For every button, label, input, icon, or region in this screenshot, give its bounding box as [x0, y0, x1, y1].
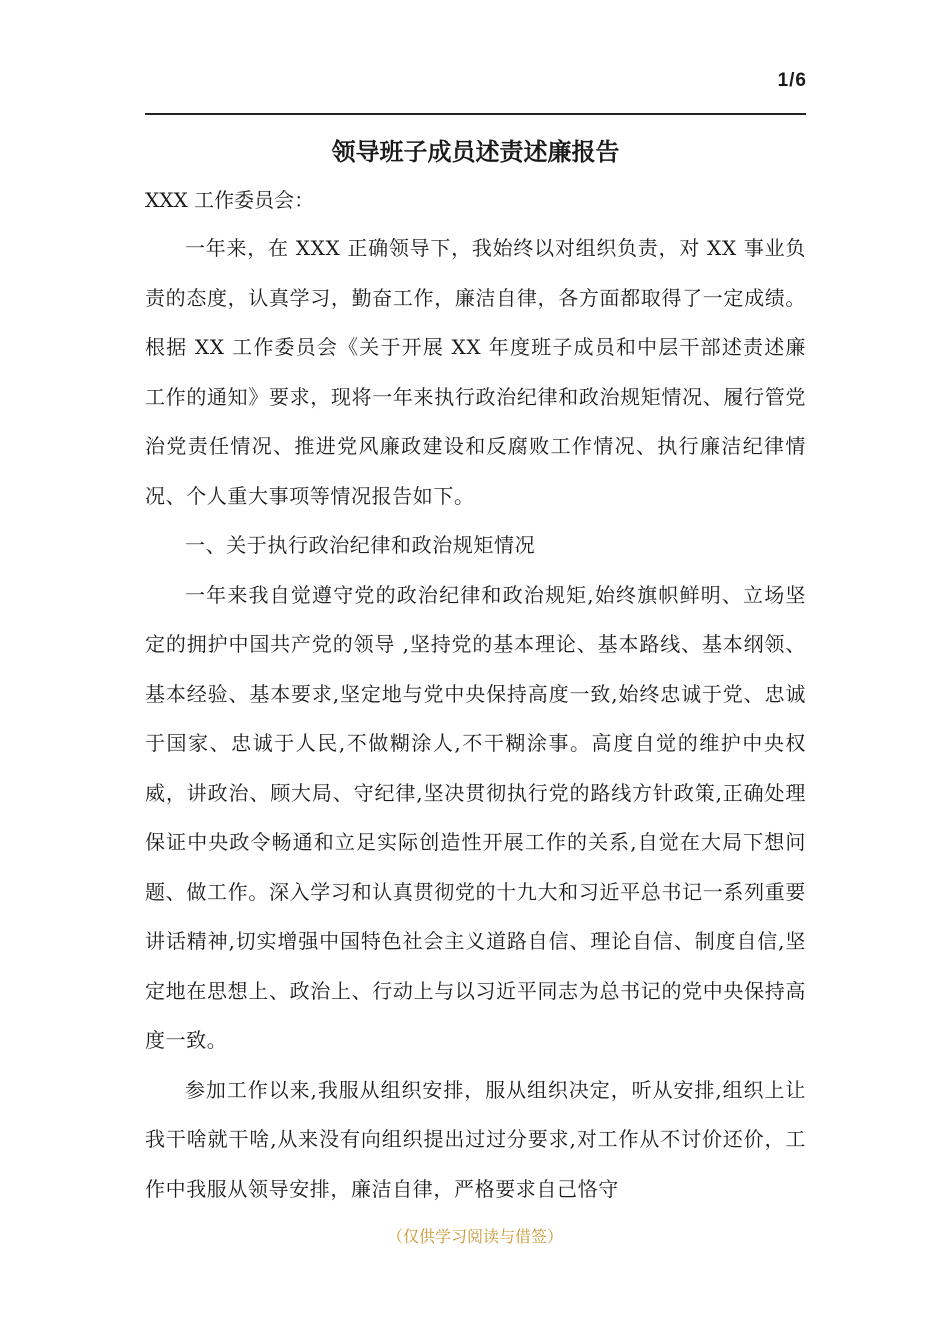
document-body [145, 224, 806, 1214]
section-heading-1: 一、关于执行政治纪律和政治规矩情况 [185, 533, 536, 557]
page-number: 1/6 [777, 70, 807, 91]
paragraph-intro: 一年来，在 XXX 正确领导下，我始终以对组织负责，对 XX 事业负责的态度，认真学习，勤奋工作，廉洁自律，各方面都取得了一定成绩。根据 XX 工作委员会《关于开展 XX 年度班子成员和中层干部述责述廉工作的通知》要求，现将一年来执行政治纪律和政治规矩情况、履行管党治党责任情况、推进党风廉政建设和反腐败工作情况、执行廉洁纪律情况、个人重大事项等情况报告如下。 [145, 236, 806, 508]
salutation: XXX 工作委员会： [145, 188, 315, 212]
footer-note: （仅供学习阅读与借签） [386, 1227, 563, 1246]
document-title: 领导班子成员述责述廉报告 [331, 137, 620, 166]
header-divider [145, 113, 806, 115]
paragraph-political-discipline: 一年来我自觉遵守党的政治纪律和政治规矩,始终旗帜鲜明、立场坚定的拥护中国共产党的领导 ,坚持党的基本理论、基本路线、基本纲领、基本经验、基本要求,坚定地与党中央保持高度一致,始终忠诚于党、忠诚于国家、忠诚于人民,不做糊涂人,不干糊涂事。高度自觉的维护中央权威，讲政治、顾大局、守纪律,坚决贯彻执行党的路线方针政策,正确处理保证中央政令畅通和立足实际创造性开展工作的关系,自觉在大局下想问题、做工作。深入学习和认真贯彻党的十九大和习近平总书记一系列重要讲话精神,切实增强中国特色社会主义道路自信、理论自信、制度自信,坚定地在思想上、政治上、行动上与以习近平同志为总书记的党中央保持高度一致。 [145, 582, 806, 1052]
paragraph-work-attitude: 参加工作以来,我服从组织安排，服从组织决定，听从安排,组织上让我干啥就干啥,从来没有向组织提出过过分要求,对工作从不讨价还价，工作中我服从领导安排，廉洁自律，严格要求自己恪守 [145, 1077, 806, 1201]
